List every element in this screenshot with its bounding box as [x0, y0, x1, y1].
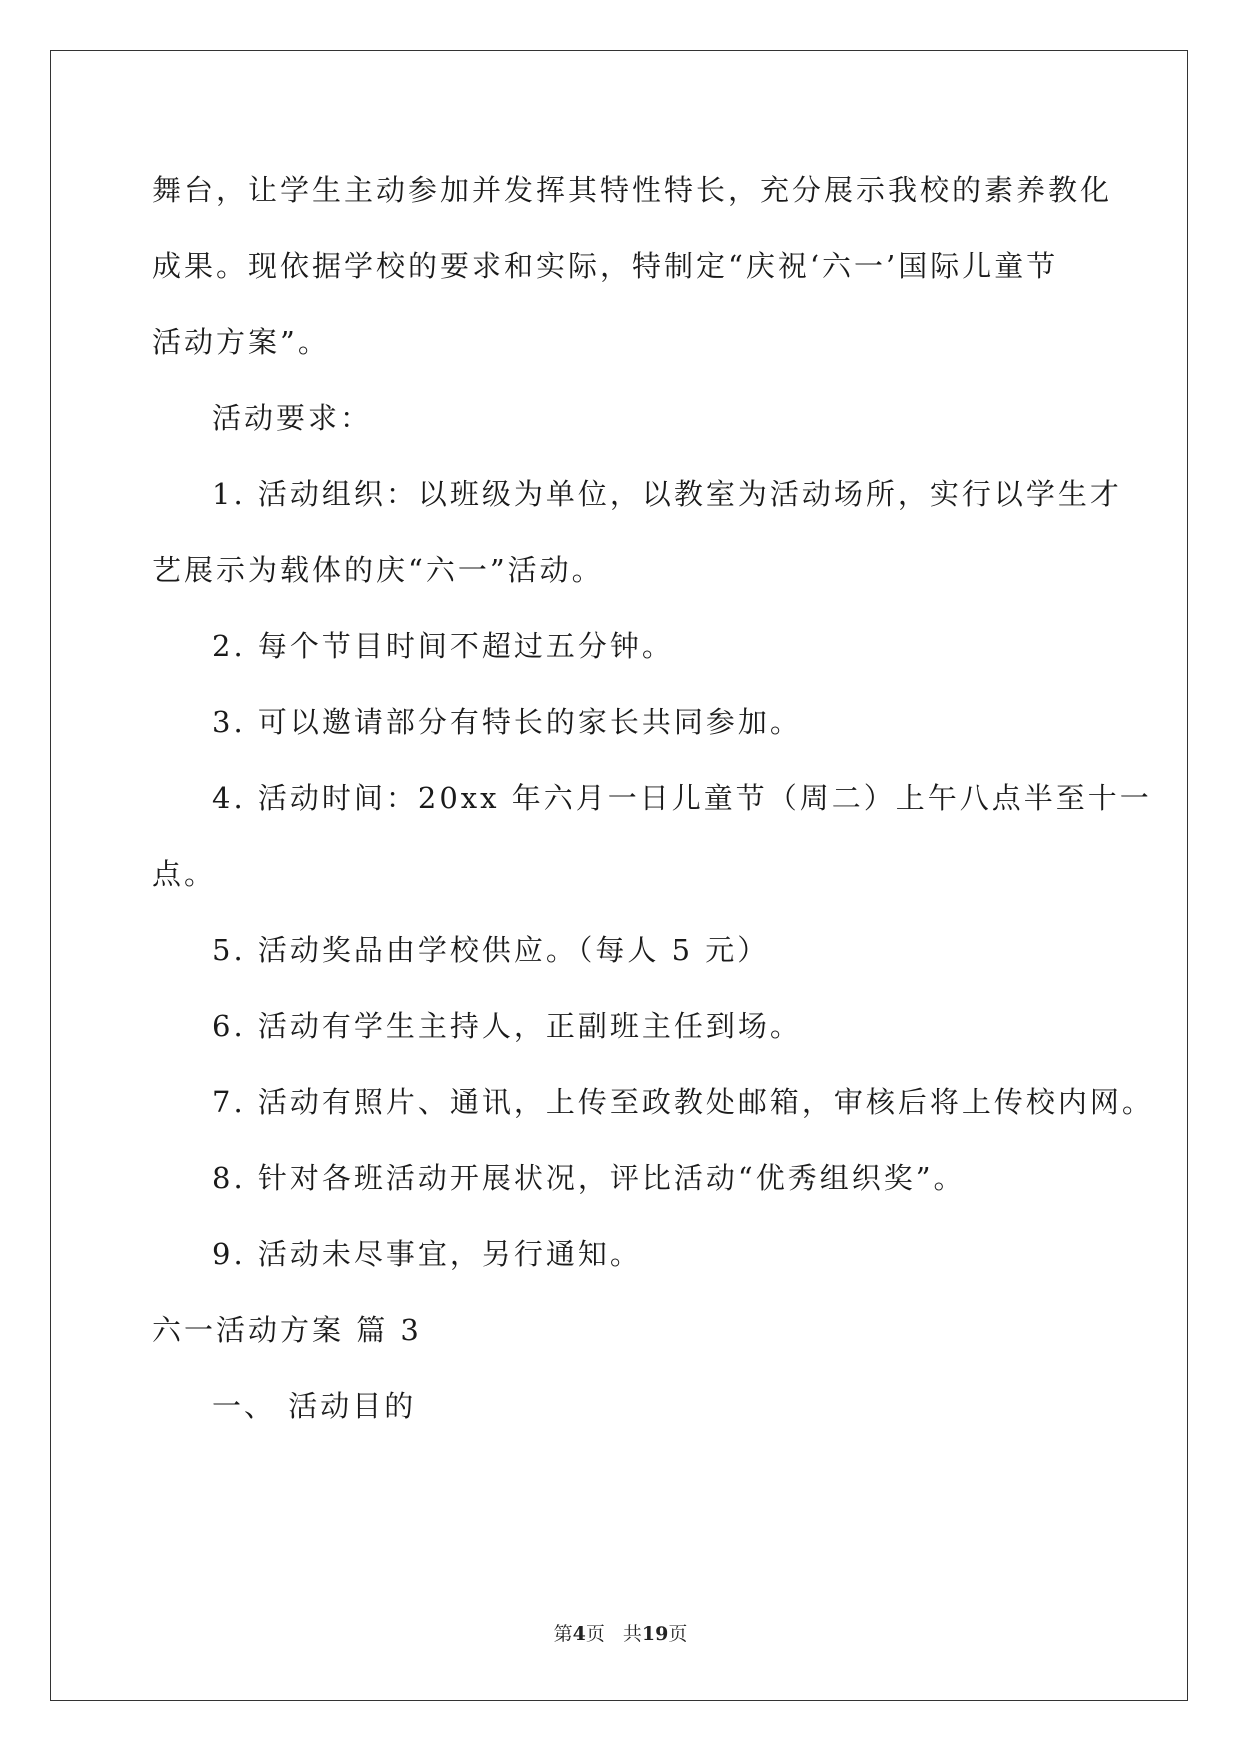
list-item: 4. 活动时间：20xx 年六月一日儿童节（周二）上午八点半至十一	[212, 781, 1152, 815]
footer-page-suffix: 页	[585, 1623, 605, 1645]
list-item: 3. 可以邀请部分有特长的家长共同参加。	[212, 705, 802, 739]
footer-prefix: 第	[553, 1623, 573, 1645]
list-item: 7. 活动有照片、通讯，上传至政教处邮箱，审核后将上传校内网。	[212, 1085, 1154, 1119]
list-item: 5. 活动奖品由学校供应。（每人 5 元）	[212, 933, 770, 967]
section-heading: 活动要求：	[212, 401, 373, 435]
list-item: 2. 每个节目时间不超过五分钟。	[212, 629, 674, 663]
list-item: 1. 活动组织：以班级为单位，以教室为活动场所，实行以学生才	[212, 477, 1122, 511]
list-item: 9. 活动未尽事宜，另行通知。	[212, 1237, 642, 1271]
subsection-heading: 一、 活动目的	[212, 1389, 417, 1423]
list-item-continuation: 艺展示为载体的庆“六一”活动。	[152, 553, 604, 587]
page-footer	[0, 1622, 1241, 1646]
paragraph-line: 成果。现依据学校的要求和实际，特制定“庆祝‘六一’国际儿童节	[152, 249, 1059, 283]
paragraph-line: 舞台，让学生主动参加并发挥其特性特长，充分展示我校的素养教化	[152, 173, 1113, 207]
list-item: 8. 针对各班活动开展状况，评比活动“优秀组织奖”。	[212, 1161, 966, 1195]
total-pages-number: 19	[641, 1623, 669, 1645]
list-item-continuation: 点。	[152, 857, 217, 891]
section-title: 六一活动方案 篇 3	[152, 1313, 422, 1347]
paragraph-line: 活动方案”。	[152, 325, 330, 359]
current-page-number: 4	[572, 1623, 586, 1645]
list-item: 6. 活动有学生主持人，正副班主任到场。	[212, 1009, 802, 1043]
footer-total-suffix: 页	[668, 1623, 688, 1645]
footer-total-prefix: 共	[622, 1623, 642, 1645]
page-border	[50, 50, 1188, 1701]
